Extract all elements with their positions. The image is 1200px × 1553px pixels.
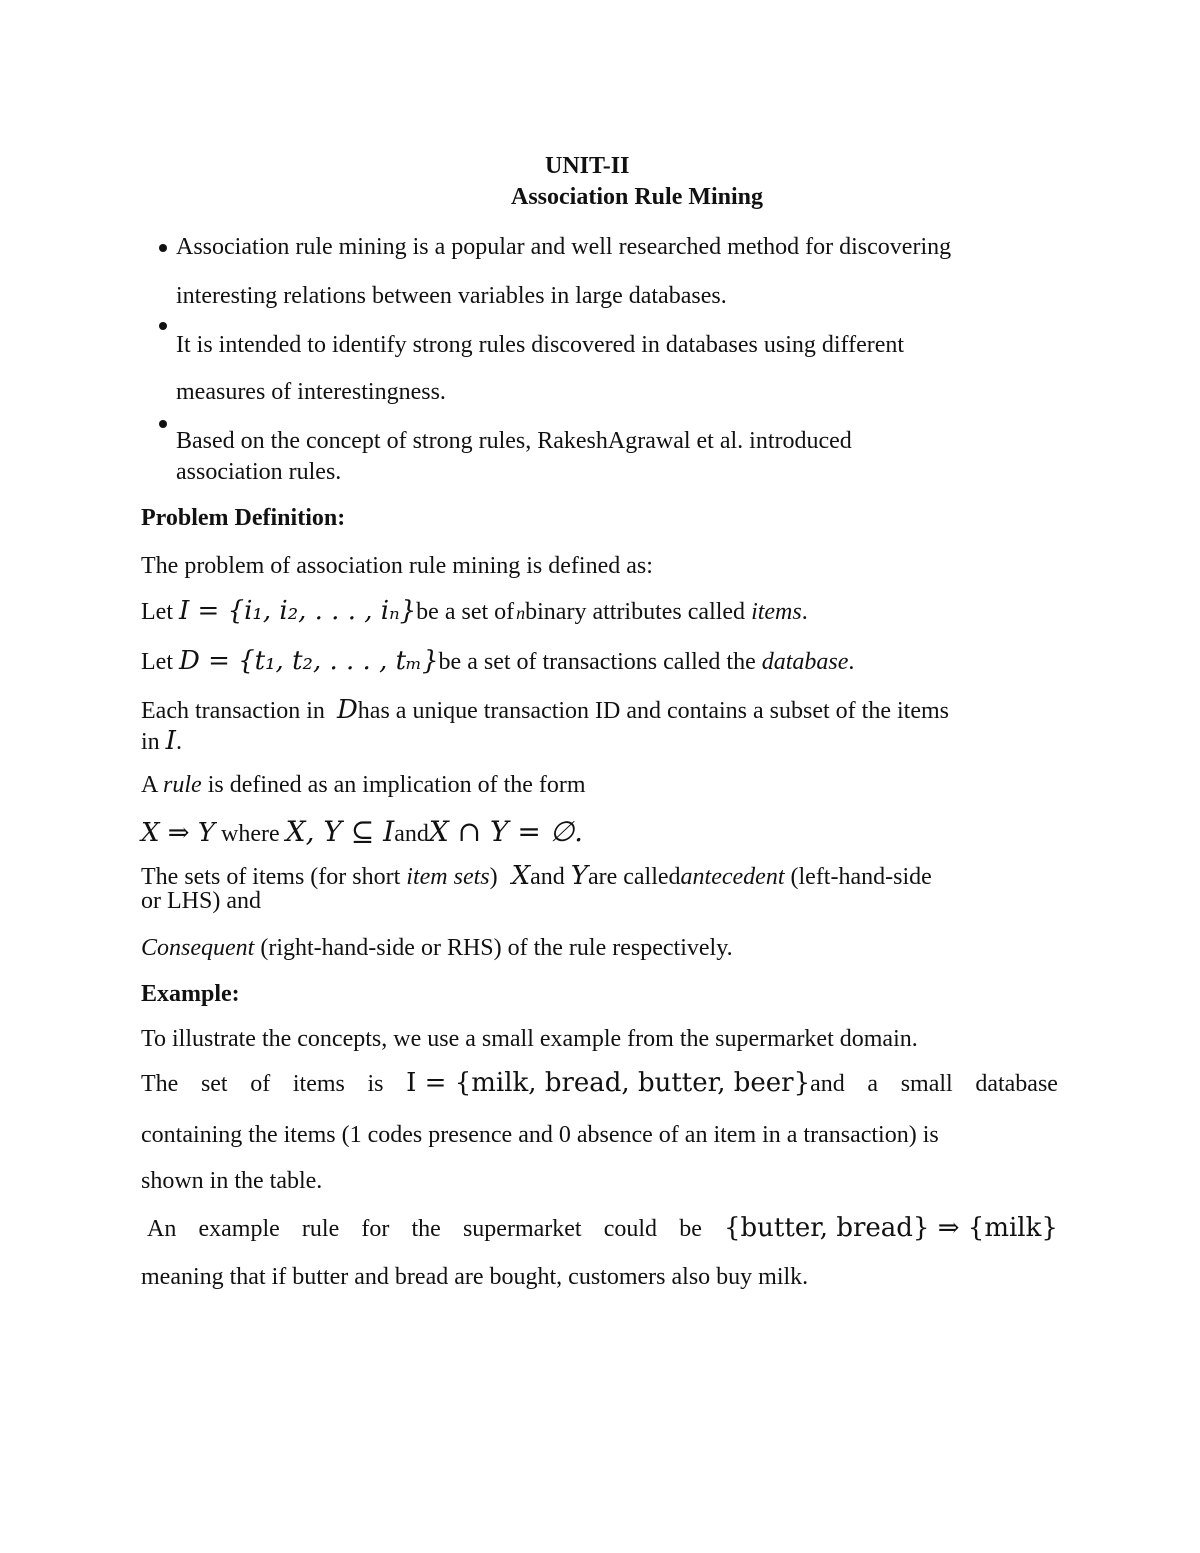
let-word: Let xyxy=(141,599,173,625)
bullet-dot xyxy=(159,420,167,428)
rule-term: rule xyxy=(163,772,202,798)
example-heading: Example: xyxy=(141,981,240,1007)
example-line-4: shown in the table. xyxy=(141,1168,323,1194)
itemsets-term: item sets xyxy=(406,864,490,890)
example-line-1: To illustrate the concepts, we use a small example from the supermarket domain. xyxy=(141,1026,918,1052)
word: for xyxy=(361,1216,390,1242)
items-formula: I = {i₁, i₂, . . . , iₙ} xyxy=(178,596,417,626)
let-items-line: Let I = {i₁, i₂, . . . , iₙ}be a set of nbinary attributes called items. xyxy=(141,596,808,626)
database-term: database xyxy=(761,649,849,675)
word: and xyxy=(810,1071,845,1097)
bullet-3-line-2: association rules. xyxy=(176,459,342,485)
example-line-3: containing the items (1 codes presence and 0 absence of an item in a transaction) is xyxy=(141,1122,939,1148)
word: a xyxy=(867,1071,879,1097)
database-text: be a set of transactions called the xyxy=(438,649,756,675)
where-word: where xyxy=(221,821,280,847)
each-text-b: has a unique transaction ID and contains a subset of the items xyxy=(357,698,949,724)
problem-intro: The problem of association rule mining is defined as: xyxy=(141,553,653,579)
word: items xyxy=(292,1071,345,1097)
intersect-formula: X ∩ Y = ∅. xyxy=(428,815,584,848)
each-D-symbol: D xyxy=(336,695,358,725)
items-text: be a set of xyxy=(416,599,515,625)
word: An xyxy=(147,1216,177,1242)
each-text-in: in xyxy=(141,729,160,755)
word: example xyxy=(198,1216,280,1242)
antecedent-term: antecedent xyxy=(680,864,785,890)
rule-text-b: is defined as an implication of the form xyxy=(207,772,586,798)
consequent-line xyxy=(141,936,733,960)
word: small xyxy=(900,1071,953,1097)
each-text-a: Each transaction in xyxy=(141,698,325,724)
word: rule xyxy=(301,1216,340,1242)
rule-formula-line xyxy=(141,815,584,848)
word: the xyxy=(411,1216,441,1242)
sets-X-symbol: X xyxy=(511,861,531,891)
let-database-line: Let D = {t₁, t₂, . . . , tₘ}be a set of transactions called the database. xyxy=(141,646,855,676)
example-rule-formula: {butter, bread} ⇒ {milk} xyxy=(724,1213,1058,1243)
sets-text-c: (left-hand-side xyxy=(790,864,932,890)
consequent-term: Consequent xyxy=(141,935,255,961)
unit-label: UNIT-II xyxy=(545,153,630,179)
bullet-dot xyxy=(159,244,167,252)
consequent-rest: (right-hand-side or RHS) of the rule respectively. xyxy=(260,935,733,961)
bullet-2-line-1: It is intended to identify strong rules discovered in databases using different xyxy=(176,332,905,358)
word: could xyxy=(603,1216,658,1242)
let-word: Let xyxy=(141,649,173,675)
example-line-6: meaning that if butter and bread are bought, customers also buy milk. xyxy=(141,1264,809,1290)
word: supermarket xyxy=(462,1216,582,1242)
page-title: Association Rule Mining xyxy=(511,184,764,210)
sets-text-b: are called xyxy=(587,864,681,890)
each-transaction-line-1 xyxy=(141,697,949,723)
word: The xyxy=(141,1071,179,1097)
bullet-3-line-1: Based on the concept of strong rules, RakeshAgrawal et al. introduced xyxy=(176,428,852,454)
sets-and: and xyxy=(530,864,565,890)
items-n: n xyxy=(516,603,526,623)
each-transaction-line-2: in I. xyxy=(141,726,182,756)
bullet-2-line-2: measures of interestingness. xyxy=(176,379,446,405)
word: be xyxy=(679,1216,702,1242)
word: of xyxy=(250,1071,271,1097)
implication-formula: X ⇒ Y xyxy=(141,818,215,848)
items-term: items xyxy=(751,599,802,625)
items-set-formula: I = {milk, bread, butter, beer} xyxy=(406,1068,811,1098)
subset-formula: X, Y ⊆ I xyxy=(285,815,395,848)
items-text-2: binary attributes called xyxy=(525,599,746,625)
each-I-symbol: I xyxy=(165,726,176,756)
sets-Y-symbol: Y xyxy=(570,861,588,891)
sets-text-a: The sets of items (for short xyxy=(141,864,401,890)
and-word: and xyxy=(394,821,429,847)
bullet-1-line-2: interesting relations between variables in large databases. xyxy=(176,283,727,309)
example-rule-line xyxy=(147,1215,1058,1241)
itemsets-line-1: The sets of items (for short item sets) Xand Yare calledantecedent (left-hand-side xyxy=(141,861,932,891)
word: database xyxy=(975,1071,1058,1097)
database-formula: D = {t₁, t₂, . . . , tₘ} xyxy=(178,646,439,676)
rule-definition-line xyxy=(141,773,586,797)
bullet-1-line-1: Association rule mining is a popular and well researched method for discovering xyxy=(176,234,952,260)
word: is xyxy=(367,1071,384,1097)
problem-heading: Problem Definition: xyxy=(141,505,346,531)
example-set-line xyxy=(141,1070,1058,1096)
itemsets-line-2: or LHS) and xyxy=(141,888,261,914)
word: set xyxy=(200,1071,228,1097)
rule-text-a: A xyxy=(141,772,158,798)
bullet-dot xyxy=(159,322,167,330)
